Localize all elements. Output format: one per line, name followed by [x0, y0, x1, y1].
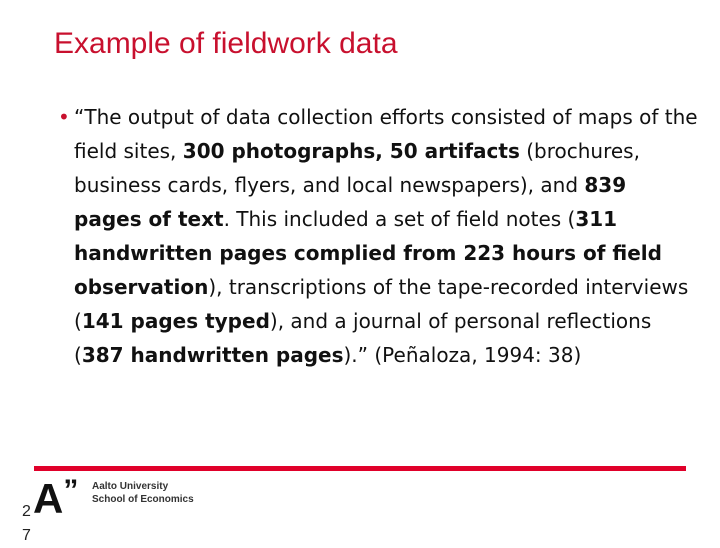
quote-segment: ), transcriptions of the tape-recorded interviews (	[74, 275, 689, 333]
aalto-logo-icon	[33, 474, 77, 522]
quote-segment: “The output of data collection efforts consisted of maps of the field sites,	[74, 105, 698, 163]
quote-segment: ), and a journal of personal reflections (	[74, 309, 652, 367]
bullet-icon: •	[58, 105, 70, 129]
slide-title: Example of fieldwork data	[54, 27, 398, 60]
footer-divider	[34, 466, 686, 471]
emphasis-text: 141 pages typed	[81, 309, 270, 333]
emphasis-text: 839 pages of text	[74, 173, 627, 231]
bullet-item	[58, 100, 698, 372]
quote-segment: . This included a set of field notes (	[223, 207, 576, 231]
quote-segment: (brochures, business cards, flyers, and local newspapers), and	[74, 139, 640, 197]
emphasis-text: 300 photographs, 50 artifacts	[182, 139, 520, 163]
logo-line-university: Aalto University	[92, 481, 169, 492]
quote-text	[74, 100, 698, 372]
emphasis-text: 311 handwritten pages complied from 223 hours of field observation	[74, 207, 662, 299]
logo-letter: A	[33, 475, 64, 522]
slide-number: 27	[22, 503, 31, 544]
logo-line-school: School of Economics	[92, 494, 194, 505]
emphasis-text: 387 handwritten pages	[81, 343, 344, 367]
logo-quote-mark: ”	[63, 474, 77, 507]
quote-segment: ).” (Peñaloza, 1994: 38)	[343, 343, 582, 367]
logo-wordmark	[92, 480, 194, 506]
